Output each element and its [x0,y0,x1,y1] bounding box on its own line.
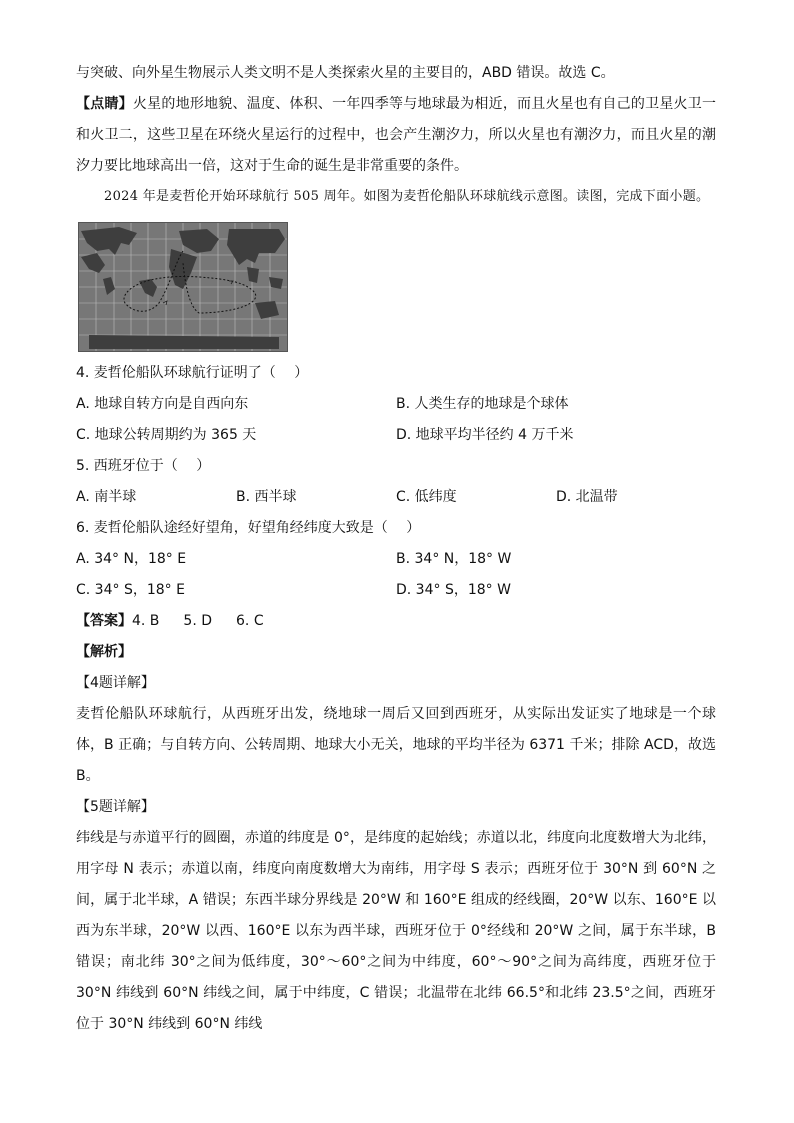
answer-item-4: 4. B [132,613,160,629]
answer-item-6: 6. C [236,613,264,629]
question-4-options-row2 [76,420,716,451]
question-6-options-row2 [76,575,716,606]
lead-paragraph: 2024 年是麦哲伦开始环球航行 505 周年。如图为麦哲伦船队环球航线示意图。读图，完成下面小题。 [104,189,710,204]
detail-4-text: 麦哲伦船队环球航行，从西班牙出发，绕地球一周后又回到西班牙，从实际出发证实了地球是一个球体，B 正确；与自转方向、公转周期、地球大小无关，地球的平均半径为 6371 千米；排除 ACD，故选 B。 [76,706,716,784]
question-5-options [76,482,716,513]
option-6a[interactable]: A. 34° N，18° E [76,551,187,567]
option-4a[interactable]: A. 地球自转方向是自西向东 [76,396,249,412]
detail-4-label: 【4题详解】 [76,675,155,691]
comment-paragraph [76,89,716,182]
question-4-stem: 4. 麦哲伦船队环球航行证明了（ ） [76,365,309,381]
question-4-options-row1 [76,389,716,420]
option-4c[interactable]: C. 地球公转周期约为 365 天 [76,427,257,443]
analysis-label: 【解析】 [76,644,132,660]
option-6d[interactable]: D. 34° S，18° W [396,582,511,598]
option-5b[interactable]: B. 西半球 [236,489,297,505]
document-page [76,58,716,1040]
world-map-image [79,223,287,351]
detail-5-text: 纬线是与赤道平行的圆圈，赤道的纬度是 0°，是纬度的起始线；赤道以北，纬度向北度数增大为北纬，用字母 N 表示；赤道以南，纬度向南度数增大为南纬，用字母 S 表示；西班牙位于 30°N 到 60°N 之间，属于北半球，A 错误；东西半球分界线是 20°W 和 160°E 组成的经线圈，20°W 以东、160°E 以西为东半球，20°W 以西、160°E 以东为西半球，西班牙位于 0°经线和 20°W 之间，属于东半球，B 错误；南北纬 30°之间为低纬度，30°～60°之间为中纬度，60°～90°之间为高纬度，西班牙位于 30°N 纬线到 60°N 纬线之间，属于中纬度，C 错误；北温带在北纬 66.5°和北纬 23.5°之间，西班牙位于 30°N 纬线到 60°N 纬线 [76,830,716,1032]
question-6-stem: 6. 麦哲伦船队途经好望角，好望角经纬度大致是（ ） [76,520,421,536]
detail-5-label: 【5题详解】 [76,799,155,815]
option-4d[interactable]: D. 地球平均半径约 4 万千米 [396,427,574,443]
intro-line: 与突破、向外星生物展示人类文明不是人类探索火星的主要目的，ABD 错误。故选 C。 [76,65,615,81]
comment-text: 火星的地形地貌、温度、体积、一年四季等与地球最为相近，而且火星也有自己的卫星火卫一和火卫二，这些卫星在环绕火星运行的过程中，也会产生潮汐力，所以火星也有潮汐力，而且火星的潮汐力要比地球高出一倍，这对于生命的诞生是非常重要的条件。 [76,96,717,174]
question-6-options-row1 [76,544,716,575]
option-4b[interactable]: B. 人类生存的地球是个球体 [396,396,569,412]
option-5d[interactable]: D. 北温带 [556,489,618,505]
option-6b[interactable]: B. 34° N，18° W [396,551,512,567]
question-5-stem: 5. 西班牙位于（ ） [76,458,211,474]
answer-line [76,606,716,637]
answer-item-5: 5. D [183,613,213,629]
magellan-route-map [78,222,288,352]
comment-label: 【点睛】 [76,96,133,112]
answer-label: 【答案】 [76,613,132,629]
option-5c[interactable]: C. 低纬度 [396,489,457,505]
option-6c[interactable]: C. 34° S，18° E [76,582,185,598]
option-5a[interactable]: A. 南半球 [76,489,137,505]
